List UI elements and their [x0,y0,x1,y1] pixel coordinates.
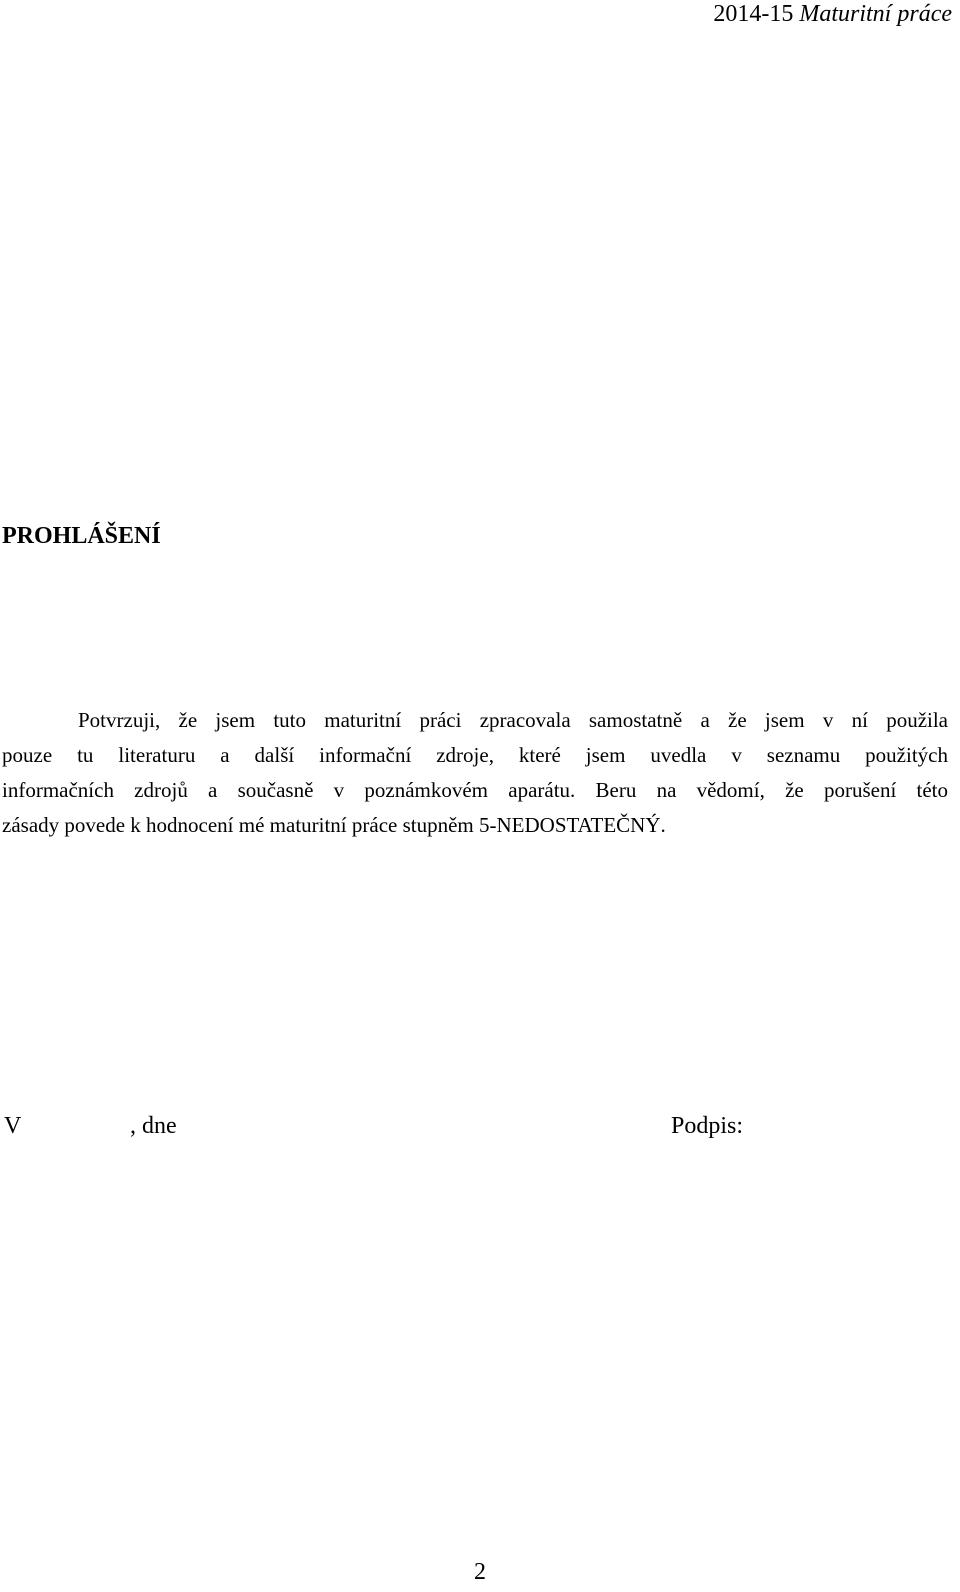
declaration-line-2: pouze tu literaturu a další informační zdroje, které jsem uvedla v seznamu použitých [2,743,948,767]
page-number: 2 [474,1559,486,1585]
declaration-line-1: Potvrzuji, že jsem tuto maturitní práci zpracovala samostatně a že jsem v ní použila [78,708,948,732]
running-header [713,0,952,28]
declaration-line-3: informačních zdrojů a současně v poznámkovém aparátu. Beru na vědomí, že porušení této [2,778,948,802]
declaration-paragraph [2,703,948,843]
date-label: , dne [130,1113,177,1139]
page-title: PROHLÁŠENÍ [2,523,161,549]
signature-label: Podpis: [671,1113,744,1139]
place-label: V [4,1113,22,1139]
header-title: Maturitní práce [799,1,952,27]
declaration-line-4: zásady povede k hodnocení mé maturitní práce stupněm 5-NEDOSTATEČNÝ. [2,813,666,837]
header-year: 2014-15 [713,1,794,27]
